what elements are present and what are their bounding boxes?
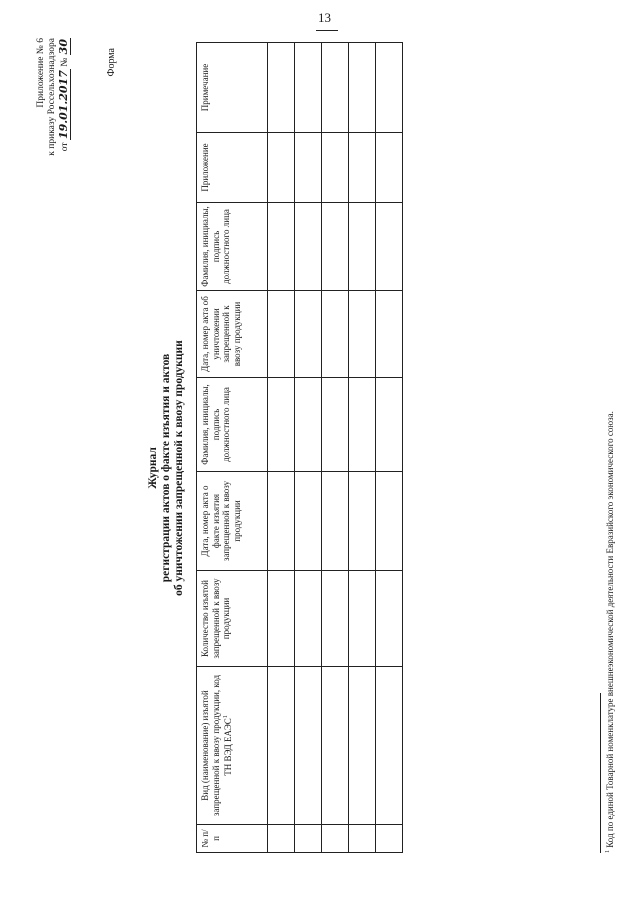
- title-line-2: регистрации актов о факте изъятия и актов: [160, 353, 172, 583]
- journal-table: [196, 42, 403, 853]
- table-cell[interactable]: [295, 291, 322, 378]
- table-cell[interactable]: [268, 203, 295, 291]
- table-cell[interactable]: [376, 291, 403, 378]
- table-row: [376, 43, 403, 853]
- appendix-from-label: от: [60, 142, 70, 152]
- footnote-number: 1: [605, 850, 611, 853]
- header-official-2: Фамилия, инициалы, подпись должностного лица: [197, 203, 268, 291]
- table-cell[interactable]: [295, 571, 322, 667]
- table-cell[interactable]: [349, 378, 376, 472]
- table-cell[interactable]: [322, 571, 349, 667]
- header-quantity: Количество изъятой запрещенной к ввозу продукции: [197, 571, 268, 667]
- table-row: [322, 43, 349, 853]
- table-cell[interactable]: [376, 825, 403, 853]
- table-cell[interactable]: [295, 472, 322, 571]
- footnote-text: Код по единой Товарной номенклатуре внешнеэкономической деятельности Евразийского экономического союза.: [605, 411, 615, 848]
- title-line-1: Журнал: [147, 447, 159, 489]
- table-cell[interactable]: [376, 472, 403, 571]
- table-cell[interactable]: [322, 378, 349, 472]
- document-title: [147, 318, 186, 618]
- table-cell[interactable]: [295, 378, 322, 472]
- table-cell[interactable]: [349, 571, 376, 667]
- appendix-date-line: [58, 38, 71, 198]
- appendix-date: 19.01.2017: [57, 70, 70, 140]
- table-cell[interactable]: [376, 43, 403, 133]
- header-product-kind-text: Вид (наименование) изъятой запрещенной к ввозу продукции, код ТН ВЭД ЕАЭС: [200, 674, 233, 817]
- table-row: [349, 43, 376, 853]
- table-cell[interactable]: [295, 133, 322, 203]
- table-cell[interactable]: [376, 133, 403, 203]
- table-cell[interactable]: [268, 472, 295, 571]
- table-cell[interactable]: [322, 667, 349, 825]
- header-number: № п/п: [197, 825, 268, 853]
- table-header-row: [197, 43, 268, 853]
- table-cell[interactable]: [268, 43, 295, 133]
- header-official-1: Фамилия, инициалы, подпись должностного лица: [197, 378, 268, 472]
- table-cell[interactable]: [322, 203, 349, 291]
- footnote-marker: 1: [223, 715, 229, 719]
- appendix-number-label: №: [60, 57, 70, 67]
- table-cell[interactable]: [349, 203, 376, 291]
- table-cell[interactable]: [322, 43, 349, 133]
- table-cell[interactable]: [349, 133, 376, 203]
- appendix-order: к приказу Россельхознадзора: [47, 38, 57, 156]
- table-cell[interactable]: [376, 378, 403, 472]
- table-cell[interactable]: [295, 825, 322, 853]
- appendix-order-number: 30: [57, 39, 70, 55]
- page-number: 13: [318, 10, 331, 25]
- table-cell[interactable]: [268, 291, 295, 378]
- header-product-kind: [197, 667, 268, 825]
- table-row: [295, 43, 322, 853]
- appendix-reference: [36, 38, 71, 198]
- table-cell[interactable]: [349, 43, 376, 133]
- table-cell[interactable]: [376, 667, 403, 825]
- table-cell[interactable]: [322, 133, 349, 203]
- title-line-3: об уничтожении запрещенной к ввозу продукции: [173, 340, 185, 596]
- table-cell[interactable]: [268, 571, 295, 667]
- form-label: Форма: [106, 48, 117, 77]
- table-cell[interactable]: [349, 291, 376, 378]
- footnote: [603, 253, 616, 853]
- table-cell[interactable]: [349, 667, 376, 825]
- table-cell[interactable]: [295, 203, 322, 291]
- rotated-page-content: [20, 28, 620, 888]
- appendix-number: Приложение № 6: [36, 38, 46, 108]
- table-cell[interactable]: [322, 472, 349, 571]
- header-seizure-act: Дата, номер акта о факте изъятия запрещенной к ввозу продукции: [197, 472, 268, 571]
- footnote-separator: [600, 693, 601, 853]
- table-cell[interactable]: [268, 378, 295, 472]
- table-cell[interactable]: [268, 825, 295, 853]
- table-cell[interactable]: [295, 43, 322, 133]
- table-cell[interactable]: [268, 667, 295, 825]
- table-cell[interactable]: [349, 825, 376, 853]
- table-cell[interactable]: [268, 133, 295, 203]
- table-cell[interactable]: [322, 825, 349, 853]
- table-cell[interactable]: [376, 203, 403, 291]
- table-cell[interactable]: [295, 667, 322, 825]
- table-cell[interactable]: [349, 472, 376, 571]
- table-cell[interactable]: [322, 291, 349, 378]
- table-row: [268, 43, 295, 853]
- table-cell[interactable]: [376, 571, 403, 667]
- header-note: Примечание: [197, 43, 268, 133]
- header-destruction-act: Дата, номер акта об уничтожении запрещенной к ввозу продукции: [197, 291, 268, 378]
- header-attachment: Приложение: [197, 133, 268, 203]
